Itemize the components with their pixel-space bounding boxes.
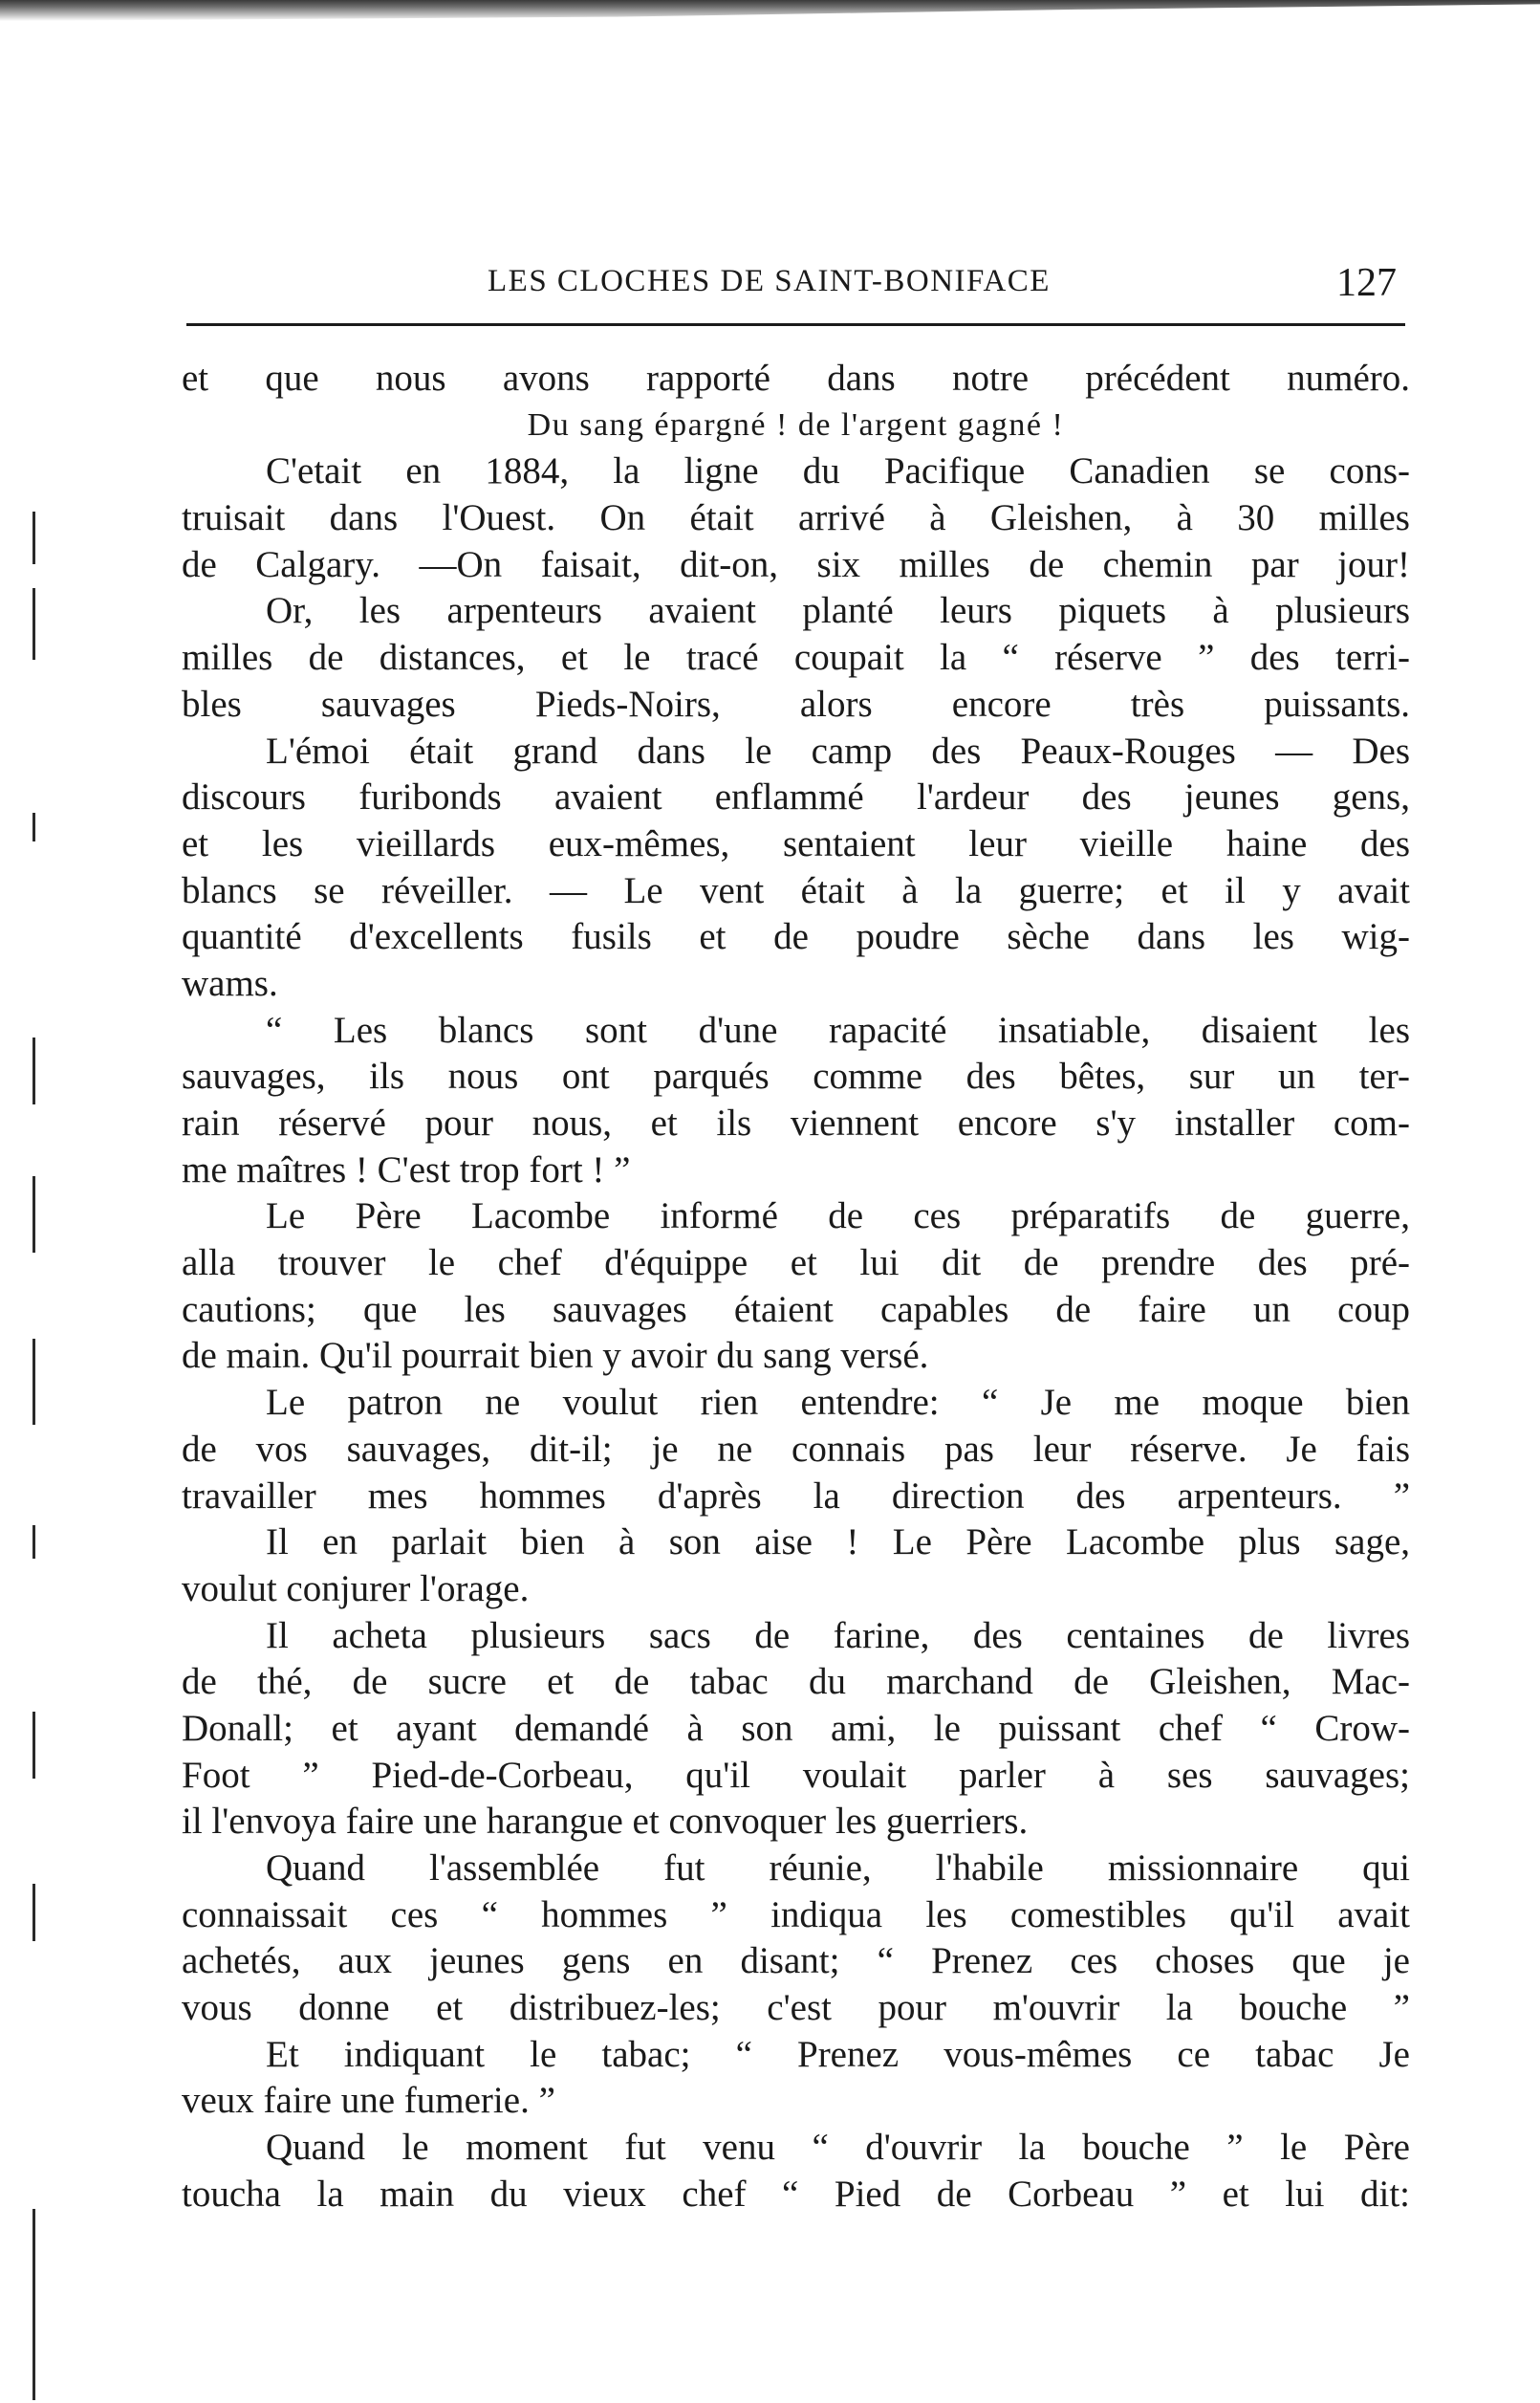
text-line: de thé, de sucre et de tabac du marchand de Gleishen, Mac- [182, 1661, 1410, 1703]
text-line: connaissait ces “ hommes ” indiqua les comestibles qu'il avait [182, 1893, 1410, 1935]
margin-mark [33, 1884, 35, 1941]
text-line: me maîtres ! C'est trop fort ! ” [182, 1148, 631, 1191]
text-line: cautions; que les sauvages étaient capables de faire un coup [182, 1288, 1410, 1330]
text-line: toucha la main du vieux chef “ Pied de Corbeau ” et lui dit: [182, 2173, 1410, 2215]
margin-mark [33, 1525, 35, 1559]
text-line: travailler mes hommes d'après la direction des arpenteurs. ” [182, 1475, 1410, 1517]
text-line: Et indiquant le tabac; “ Prenez vous-mêmes ce tabac Je [266, 2033, 1410, 2075]
text-line: vous donne et distribuez-les; c'est pour m'ouvrir la bouche ” [182, 1987, 1410, 2029]
margin-mark [33, 1176, 35, 1253]
margin-mark [33, 512, 35, 564]
text-line: veux faire une fumerie. ” [182, 2080, 555, 2122]
section-heading: Du sang épargné ! de l'argent gagné ! [527, 406, 1065, 443]
text-line: Foot ” Pied-de-Corbeau, qu'il voulait parler à ses sauvages; [182, 1754, 1410, 1796]
header-rule [186, 323, 1405, 326]
text-line: de Calgary. —On faisait, dit-on, six milles de chemin par jour! [182, 543, 1410, 585]
running-title: LES CLOCHES DE SAINT-BONIFACE [488, 264, 1051, 298]
text-line: Il acheta plusieurs sacs de farine, des centaines de livres [266, 1614, 1410, 1656]
text-line: voulut conjurer l'orage. [182, 1567, 530, 1609]
margin-mark [33, 1339, 35, 1425]
text-line: Il en parlait bien à son aise ! Le Père Lacombe plus sage, [266, 1521, 1410, 1563]
text-line: milles de distances, et le tracé coupait la “ réserve ” des terri- [182, 637, 1410, 679]
text-line: de main. Qu'il pourrait bien y avoir du sang versé. [182, 1335, 929, 1377]
text-line: C'etait en 1884, la ligne du Pacifique Canadien se cons- [266, 450, 1410, 492]
text-line: Le patron ne voulut rien entendre: “ Je me moque bien [266, 1382, 1410, 1424]
margin-mark [33, 813, 35, 841]
text-line: L'émoi était grand dans le camp des Peaux-Rouges — Des [266, 730, 1410, 772]
text-line: discours furibonds avaient enflammé l'ardeur des jeunes gens, [182, 776, 1410, 819]
scan-edge-artifact [0, 0, 1540, 21]
page-number: 127 [1336, 261, 1397, 305]
text-line: “ Les blancs sont d'une rapacité insatiable, disaient les [266, 1009, 1410, 1051]
margin-mark [33, 2209, 35, 2400]
text-line: de vos sauvages, dit-il; je ne connais pas leur réserve. Je fais [182, 1428, 1410, 1470]
text-line: et que nous avons rapporté dans notre précédent numéro. [182, 358, 1410, 399]
text-line: Le Père Lacombe informé de ces préparatifs de guerre, [266, 1195, 1410, 1237]
text-line: quantité d'excellents fusils et de poudre sèche dans les wig- [182, 916, 1410, 958]
text-line: Or, les arpenteurs avaient planté leurs piquets à plusieurs [266, 590, 1410, 632]
text-line: achetés, aux jeunes gens en disant; “ Prenez ces choses que je [182, 1940, 1410, 1982]
text-line: alla trouver le chef d'équippe et lui dit de prendre des pré- [182, 1242, 1410, 1284]
text-line: bles sauvages Pieds-Noirs, alors encore très puissants. [182, 683, 1410, 725]
text-line: sauvages, ils nous ont parqués comme des bêtes, sur un ter- [182, 1056, 1410, 1098]
text-line: et les vieillards eux-mêmes, sentaient leur vieille haine des [182, 822, 1410, 864]
body-text [182, 356, 1410, 2218]
text-line: Quand le moment fut venu “ d'ouvrir la bouche ” le Père [266, 2127, 1410, 2169]
text-line: truisait dans l'Ouest. On était arrivé à Gleishen, à 30 milles [182, 497, 1410, 539]
running-head [488, 260, 1443, 308]
margin-mark [33, 588, 35, 660]
text-line: blancs se réveiller. — Le vent était à la guerre; et il y avait [182, 869, 1410, 911]
text-line: rain réservé pour nous, et ils viennent encore s'y installer com- [182, 1103, 1410, 1144]
margin-mark [33, 1038, 35, 1104]
text-line: Donall; et ayant demandé à son ami, le puissant chef “ Crow- [182, 1707, 1410, 1749]
text-line: Quand l'assemblée fut réunie, l'habile missionnaire qui [266, 1847, 1410, 1889]
text-line: wams. [182, 962, 278, 1004]
text-line: il l'envoya faire une harangue et convoquer les guerriers. [182, 1801, 1029, 1843]
margin-mark [33, 1712, 35, 1779]
